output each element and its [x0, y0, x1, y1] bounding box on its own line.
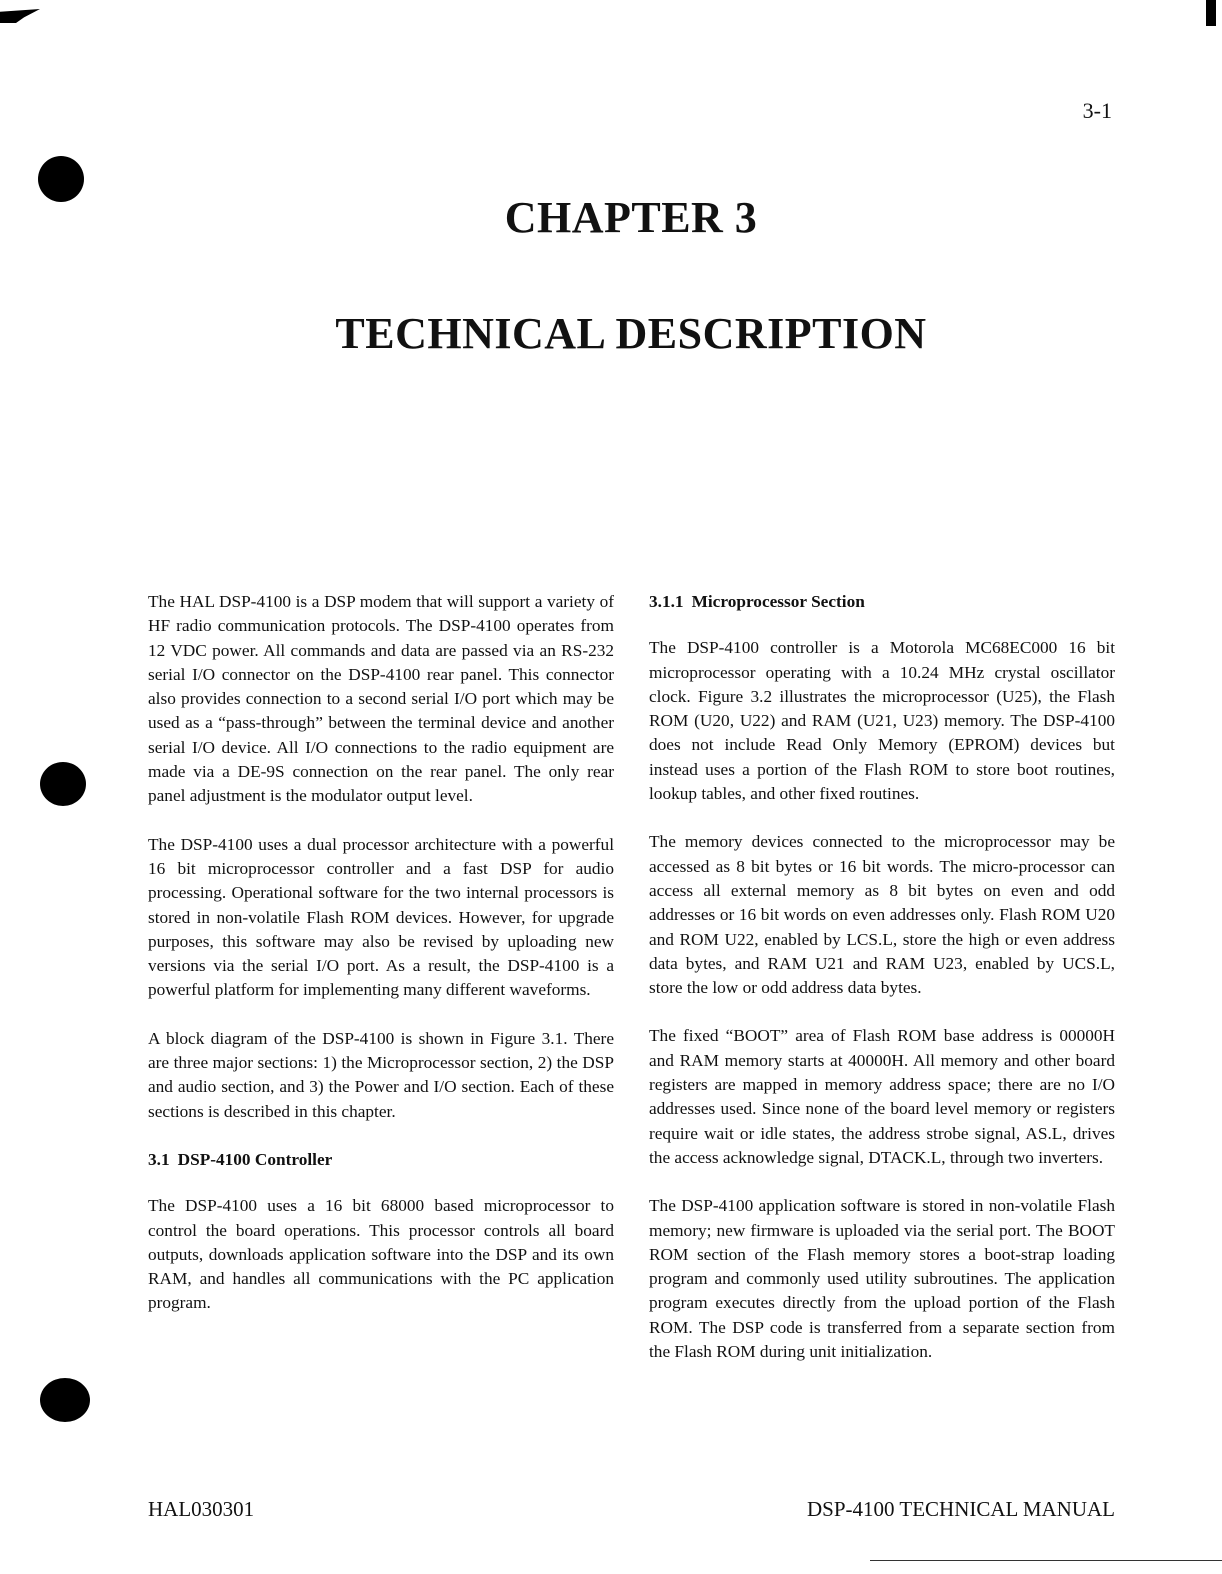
scan-mark-top-right: [1206, 0, 1216, 26]
microprocessor-paragraph: The DSP-4100 controller is a Motorola MC68EC000 16 bit microprocessor operating with a 10.24 MHz crystal oscillator clock. Figure 3.2 illustrates the microprocessor (U25), the Flash ROM (U20, U22) and RAM (U21, U23) memory. The DSP-4100 does not include Read Only Memory (EPROM) devices but instead uses a portion of the Flash ROM to store boot routines, lookup tables, and other fixed routines.: [649, 638, 1115, 804]
memory-access-paragraph: The memory devices connected to the microprocessor may be accessed as 8 bit bytes or 16 bit words. The micro-processor can access all external memory as 8 bit bytes on even and odd addresses or 16 bit words on even addresses only. Flash ROM U20 and ROM U22, enabled by LCS.L, store the high or even address data bytes, and RAM U21 and RAM U23, enabled by UCS.L, store the low or odd address data bytes.: [649, 832, 1115, 998]
section-number: 3.1: [148, 1149, 170, 1169]
left-column: [148, 590, 614, 1340]
chapter-title: CHAPTER 3: [504, 193, 758, 242]
right-column: [649, 590, 1115, 1388]
chapter-subtitle: TECHNICAL DESCRIPTION: [335, 309, 927, 358]
architecture-paragraph: The DSP-4100 uses a dual processor architecture with a powerful 16 bit microprocessor controller and a fast DSP for audio processing. Operational software for the two internal processors is stored in non-volatile Flash ROM devices. However, for upgrade purposes, this software may also be revised by uploading new versions via the serial I/O port. As a result, the DSP-4100 is a powerful platform for implementing many different waveforms.: [148, 834, 614, 1000]
section-title: Microprocessor Section: [691, 592, 865, 611]
section-heading-3-1: [148, 1148, 614, 1172]
footer-rule: [870, 1560, 1222, 1561]
intro-paragraph: The HAL DSP-4100 is a DSP modem that will support a variety of HF radio communication protocols. The DSP-4100 operates from 12 VDC power. All commands and data are passed via an RS-232 serial I/O connector on the DSP-4100 rear panel. This connector also provides connection to a second serial I/O port which may be used as a “pass-through” between the terminal device and another serial I/O device. All I/O connections to the radio equipment are made via a DE-9S connection on the rear panel. The only rear panel adjustment is the modulator output level.: [148, 592, 614, 806]
punch-hole-middle: [40, 762, 86, 806]
footer-doc-id: HAL030301: [148, 1497, 255, 1521]
block-diagram-paragraph: A block diagram of the DSP-4100 is shown in Figure 3.1. There are three major sections: 1) the Microprocessor section, 2) the DSP and audio section, and 3) the Power and I/O section. Each of these sections is described in this chapter.: [148, 1028, 614, 1121]
section-number: 3.1.1: [649, 592, 684, 611]
scan-mark-top-left: [0, 9, 40, 23]
application-software-paragraph: The DSP-4100 application software is stored in non-volatile Flash memory; new firmware is uploaded via the serial port. The BOOT ROM section of the Flash memory stores a boot-strap loading program and commonly used utility subroutines. The application program executes directly from the upload portion of the Flash ROM. The DSP code is transferred from a separate section from the Flash ROM during unit initialization.: [649, 1196, 1115, 1362]
controller-paragraph: The DSP-4100 uses a 16 bit 68000 based microprocessor to control the board operations. This processor controls all board outputs, downloads application software into the DSP and its own RAM, and handles all communications with the PC application program.: [148, 1196, 614, 1313]
section-title: DSP-4100 Controller: [177, 1149, 333, 1169]
boot-area-paragraph: The fixed “BOOT” area of Flash ROM base address is 00000H and RAM memory starts at 40000H. All memory and other board registers are mapped in memory address space; there are no I/O addresses used. Since none of the board level memory or registers require wait or idle states, the address strobe signal, AS.L, drives the access acknowledge signal, DTACK.L, through two inverters.: [649, 1026, 1115, 1167]
punch-hole-bottom: [40, 1378, 90, 1422]
page-number: 3-1: [1082, 98, 1112, 123]
section-heading-3-1-1: [649, 590, 1115, 614]
footer-manual-title: DSP-4100 TECHNICAL MANUAL: [806, 1497, 1115, 1521]
